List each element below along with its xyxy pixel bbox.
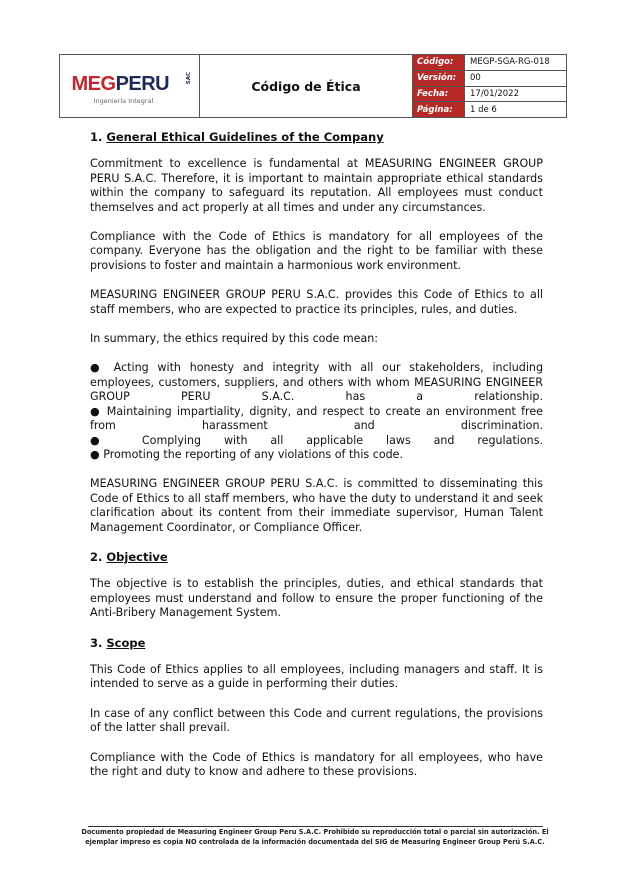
meta-label-code: Código: <box>413 55 465 71</box>
paragraph: Compliance with the Code of Ethics is mandatory for all employees, who have the right and duty to know and adhere to these provisions. <box>90 750 543 778</box>
bullet-item: ● Acting with honesty and integrity with all our stakeholders, including employees, customers, suppliers, and others with whom MEASURING ENGINEER GROUP PERU S.A.C. has a relationship. <box>90 361 543 404</box>
paragraph: Compliance with the Code of Ethics is mandatory for all employees of the company. Everyone has the obligation and the right to be familiar with these provisions to foster and maintain a harmonious work environment. <box>90 230 543 272</box>
meta-value-page: 1 de 6 <box>465 102 567 118</box>
bullet-item: ● Complying with all applicable laws and regulations. <box>90 433 543 447</box>
footer-line-1: Documento propiedad de Measuring Engineer Group Peru S.A.C. Prohibido su reproducción total o parcial sin autorización. El <box>81 828 549 836</box>
document-footer <box>80 828 550 847</box>
paragraph: MEASURING ENGINEER GROUP PERU S.A.C. provides this Code of Ethics to all staff members, who are expected to practice its principles, rules, and duties. <box>90 288 543 316</box>
logo-sac: SAC <box>185 72 192 85</box>
bullet-item: ● Promoting the reporting of any violations of this code. <box>90 447 404 461</box>
company-logo <box>64 64 196 104</box>
document-header <box>59 54 567 118</box>
document-title: Código de Ética <box>200 55 413 118</box>
logo-cell <box>60 55 200 118</box>
logo-subtitle: Ingeniería Integral <box>93 97 154 105</box>
meta-label-page: Página: <box>413 102 465 118</box>
paragraph: Commitment to excellence is fundamental at MEASURING ENGINEER GROUP PERU S.A.C. Therefore, it is important to maintain appropriate ethical standards within the company to safeguard its reputation. All employees must conduct themselves and act properly at all times and under any circumstances. <box>90 157 543 214</box>
section-2-heading: 2. Objective <box>90 549 168 564</box>
paragraph: In case of any conflict between this Code and current regulations, the provisions of the latter shall prevail. <box>90 706 543 735</box>
footer-line-2: ejemplar impreso es copia NO controlada de la información documentada del SIG de Measuring Engineer Group Perú S.A.C. <box>85 837 545 846</box>
meta-value-version: 00 <box>465 70 567 86</box>
document-body <box>90 130 543 794</box>
paragraph: This Code of Ethics applies to all employees, including managers and staff. It is intended to serve as a guide in performing their duties. <box>90 662 543 691</box>
paragraph: The objective is to establish the principles, duties, and ethical standards that employees must understand and follow to ensure the proper functioning of the Anti-Bribery Management System. <box>90 577 543 620</box>
meta-label-version: Versión: <box>413 70 465 86</box>
bullet-item: ● Maintaining impartiality, dignity, and respect to create an environment free from harassment and discrimination. <box>90 404 543 433</box>
section-3-heading: 3. Scope <box>90 635 146 650</box>
bullet-list <box>90 361 543 462</box>
section-1-heading: 1. General Ethical Guidelines of the Company <box>90 130 384 144</box>
meta-label-date: Fecha: <box>413 86 465 102</box>
paragraph: MEASURING ENGINEER GROUP PERU S.A.C. is committed to disseminating this Code of Ethics to all staff members, who have the duty to understand it and seek clarification about its content from their immediate supervisor, Human Talent Management Coordinator, or Compliance Officer. <box>90 477 543 534</box>
footer-divider <box>88 826 543 827</box>
logo-wordmark: MEGPERU <box>71 73 170 95</box>
meta-value-code: MEGP-SGA-RG-018 <box>465 55 567 71</box>
meta-value-date: 17/01/2022 <box>465 86 567 102</box>
paragraph: In summary, the ethics required by this code mean: <box>90 332 379 346</box>
